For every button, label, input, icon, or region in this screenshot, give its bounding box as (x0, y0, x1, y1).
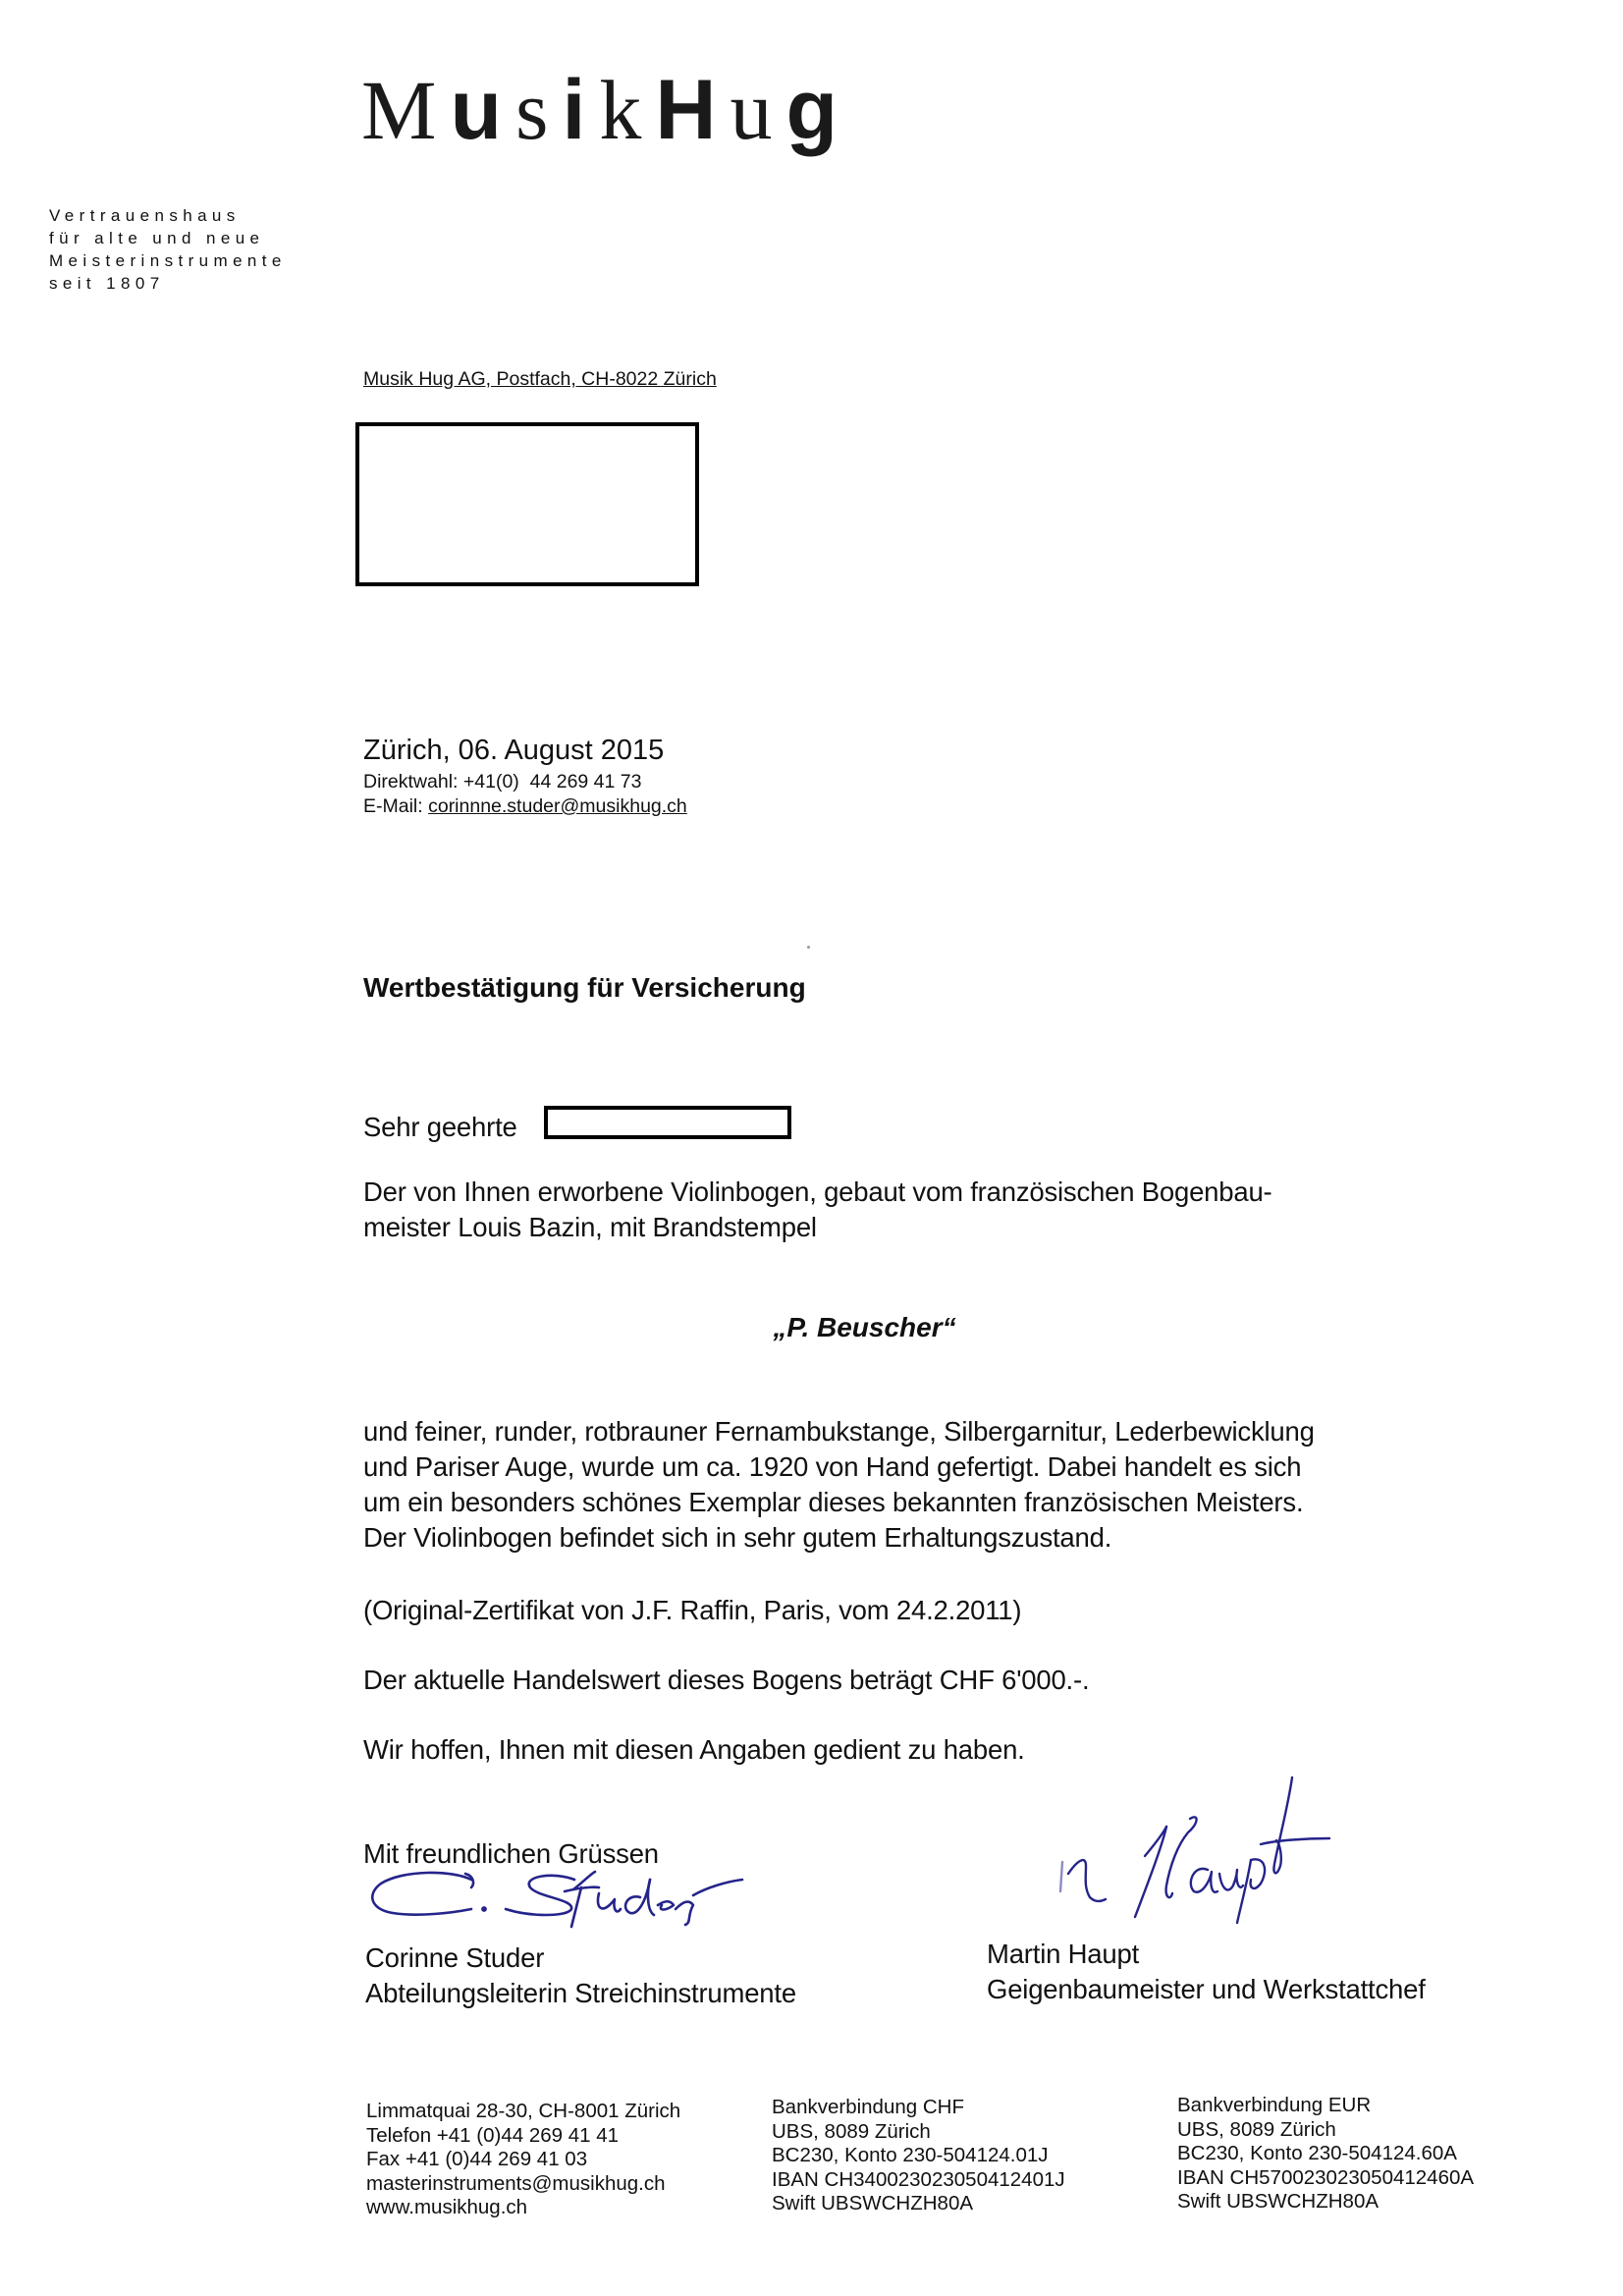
direct-dial-number: +41(0) 44 269 41 73 (462, 771, 642, 793)
signatory-name: Corinne Studer (365, 1942, 545, 1973)
bank-line: UBS, 8089 Zürich (1177, 2117, 1336, 2141)
signature-stroke (658, 1901, 674, 1909)
tagline-line: Meisterinstrumente (49, 251, 287, 270)
paragraph-line: und Pariser Auge, wurde um ca. 1920 von Hand gefertigt. Dabei handelt es sich (363, 1451, 1302, 1482)
bank-swift: Swift UBSWCHZH80A (772, 2192, 974, 2214)
bank-heading: Bankverbindung CHF (772, 2096, 964, 2118)
logo-letter: u (450, 63, 516, 157)
signature-stroke (465, 1874, 473, 1887)
sender-return-address: Musik Hug AG, Postfach, CH-8022 Zürich (363, 368, 717, 390)
bank-line: UBS, 8089 Zürich (772, 2119, 931, 2143)
logo-letter: s (515, 63, 563, 157)
paragraph-line: Der Violinbogen befindet sich in sehr gutem Erhaltungszustand. (363, 1522, 1112, 1553)
brand-stamp: „P. Beuscher“ (773, 1312, 956, 1342)
footer-fax: Fax +41 (0)44 269 41 03 (366, 2148, 588, 2170)
letter-subject: Wertbestätigung für Versicherung (363, 972, 806, 1003)
signature-stroke (1060, 1862, 1062, 1891)
value-statement: Der aktuelle Handelswert dieses Bogens beträgt CHF 6'000.-. (363, 1665, 1090, 1695)
footer-bank-chf (772, 2096, 1065, 2216)
signature-stroke (482, 1907, 485, 1910)
paragraph-intro (363, 1175, 1272, 1245)
certificate-note: (Original-Zertifikat von J.F. Raffin, Paris, vom 24.2.2011) (363, 1595, 1022, 1625)
bank-iban: IBAN CH570023023050412460A (1177, 2165, 1475, 2189)
footer-contact (366, 2100, 680, 2220)
signature-stroke (1237, 1860, 1251, 1923)
logo-letter: H (655, 63, 730, 157)
email-line (363, 795, 687, 818)
signature-stroke (372, 1873, 471, 1915)
signature-stroke (598, 1893, 621, 1911)
complimentary-close: Mit freundlichen Grüssen (363, 1838, 659, 1869)
letter-date: Zürich, 06. August 2015 (363, 735, 665, 766)
paragraph-line: und feiner, runder, rotbrauner Fernambukstange, Silbergarnitur, Lederbewicklung (363, 1416, 1315, 1447)
footer-bank-eur (1177, 2094, 1474, 2214)
email-label: E-Mail: (363, 795, 423, 817)
footer-phone: Telefon +41 (0)44 269 41 41 (366, 2123, 620, 2147)
paragraph-line: Der von Ihnen erworbene Violinbogen, gebaut vom französischen Bogenbau- (363, 1176, 1272, 1207)
logo-letter: u (730, 63, 786, 157)
scan-speck (807, 946, 810, 949)
signature-stroke (506, 1876, 574, 1915)
footer-address: Limmatquai 28-30, CH-8001 Zürich (366, 2100, 681, 2122)
signature-stroke (676, 1902, 693, 1925)
signature-stroke (1261, 1838, 1329, 1844)
signature-haupt (1041, 1776, 1335, 1933)
footer-email-link[interactable]: masterinstruments@musikhug.ch (366, 2171, 666, 2195)
signatory-title: Geigenbaumeister und Werkstattchef (987, 1974, 1426, 2004)
direct-dial (363, 771, 641, 793)
paragraph-description (363, 1414, 1315, 1556)
logo-letter: M (361, 63, 451, 157)
signature-stroke (1135, 1827, 1166, 1917)
logo-letter: g (785, 63, 852, 157)
signature-stroke (1191, 1869, 1217, 1892)
tagline-line: für alte und neue (49, 229, 265, 247)
signature-stroke (625, 1880, 650, 1913)
footer-website-link[interactable]: www.musikhug.ch (366, 2196, 528, 2218)
logo-letter: k (599, 63, 656, 157)
signatory-title: Abteilungsleiterin Streichinstrumente (365, 1978, 796, 2008)
signature-stroke (571, 1887, 581, 1927)
signature-studer (363, 1866, 756, 1935)
signature-stroke (1068, 1860, 1106, 1901)
bank-heading: Bankverbindung EUR (1177, 2094, 1372, 2116)
recipient-address-redacted (355, 422, 699, 586)
bank-iban: IBAN CH340023023050412401J (772, 2167, 1065, 2191)
email-link[interactable]: corinnne.studer@musikhug.ch (428, 795, 687, 817)
bank-line: BC230, Konto 230-504124.60A (1177, 2142, 1457, 2164)
tagline-line: seit 1807 (49, 274, 165, 293)
company-logo (361, 61, 851, 159)
salutation-name-redacted (544, 1106, 791, 1139)
logo-letter: i (562, 63, 600, 157)
paragraph-line: um ein besonders schönes Exemplar dieses bekannten französischen Meisters. (363, 1487, 1304, 1517)
signature-stroke (1251, 1859, 1265, 1888)
bank-swift: Swift UBSWCHZH80A (1177, 2190, 1380, 2213)
signatory-name: Martin Haupt (987, 1939, 1140, 1969)
signature-stroke (693, 1880, 742, 1895)
signature-stroke (1219, 1870, 1243, 1889)
company-tagline (49, 204, 287, 295)
signature-stroke (648, 1880, 654, 1915)
tagline-line: Vertrauenshaus (49, 206, 241, 225)
closing-sentence: Wir hoffen, Ihnen mit diesen Angaben gedient zu haben. (363, 1734, 1025, 1765)
direct-dial-label: Direktwahl: (363, 771, 459, 793)
signature-stroke (1273, 1777, 1292, 1873)
bank-line: BC230, Konto 230-504124.01J (772, 2144, 1049, 2166)
paragraph-line: meister Louis Bazin, mit Brandstempel (363, 1212, 817, 1242)
salutation: Sehr geehrte (363, 1112, 517, 1142)
